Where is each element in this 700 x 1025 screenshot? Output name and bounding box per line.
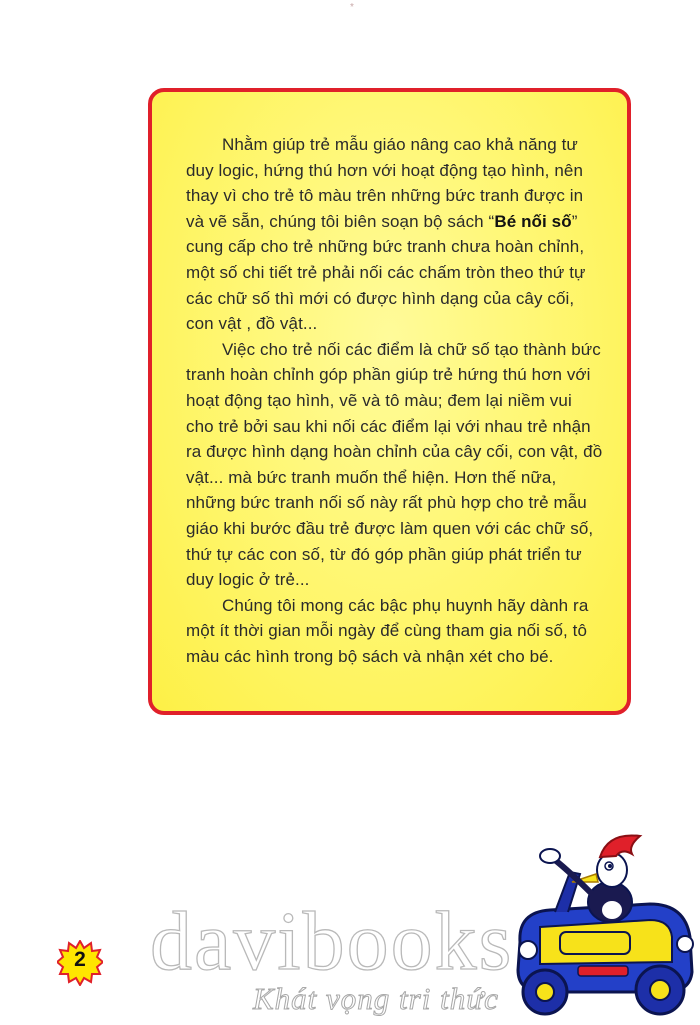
intro-paragraph-1: [186, 132, 603, 337]
intro-paragraph-1-end: ” cung cấp cho trẻ những bức tranh chưa hoàn chỉnh, một số chi tiết trẻ phải nối các chấm tròn theo thứ tự các chữ số thì mới có được hình dạng của cây cối, con vật , đồ vật...: [186, 211, 586, 334]
page-number-badge: [57, 940, 103, 986]
intro-text-box: [148, 88, 631, 715]
watermark-slogan: Khát vọng tri thức: [253, 981, 499, 1016]
woodpecker-car-icon: [500, 832, 700, 1022]
book-title: Bé nối số: [494, 211, 572, 231]
intro-paragraph-2: Việc cho trẻ nối các điểm là chữ số tạo thành bức tranh hoàn chỉnh góp phần giúp trẻ hứng thú hơn với hoạt động tạo hình, vẽ và tô màu; đem lại niềm vui cho trẻ bởi sau khi nối các điểm lại với nhau trẻ nhận ra được hình dạng hoàn chỉnh của cây cối, con vật, đồ vật... mà bức tranh muốn thể hiện. Hơn thế nữa, những bức tranh nối số này rất phù hợp cho trẻ mẫu giáo khi bước đầu trẻ được làm quen với các chữ số, thứ tự các con số, từ đó góp phần giúp phát triển tư duy logic ở trẻ...: [186, 339, 603, 590]
intro-paragraph-1-start: Nhằm giúp trẻ mẫu giáo nâng cao khả năng tư duy logic, hứng thú hơn với hoạt động tạo hình, nên thay vì cho trẻ tô màu trên những bức tranh được in và vẽ sẵn, chúng tôi biên soạn bộ sách “: [186, 135, 584, 231]
watermark-brand: davibooks: [150, 895, 514, 988]
intro-paragraph-3: Chúng tôi mong các bậc phụ huynh hãy dành ra một ít thời gian mỗi ngày để cùng tham gia nối số, tô màu các hình trong bộ sách và nhận xét cho bé.: [186, 595, 589, 666]
page-number: 2: [74, 948, 86, 971]
page-mark: *: [350, 2, 354, 13]
